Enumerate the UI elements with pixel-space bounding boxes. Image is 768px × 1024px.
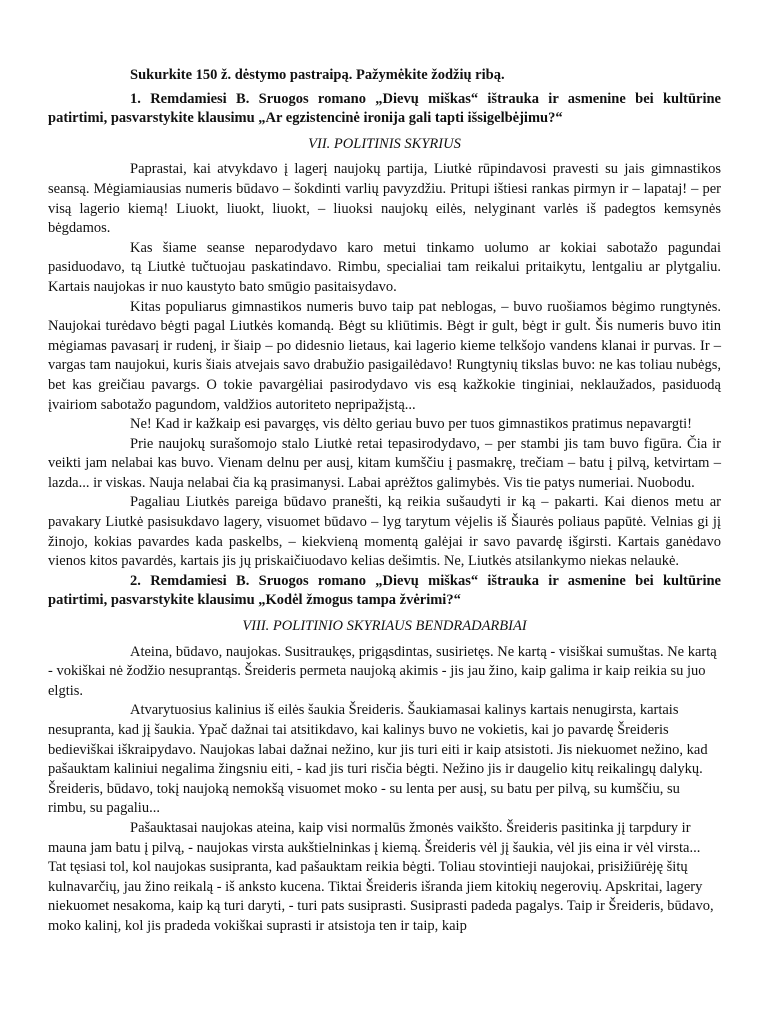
section-1-paragraph: Kitas populiarus gimnastikos numeris buvo taip pat neblogas, – buvo ruošiamos bėgimo rungtynės. Naujokai turėdavo bėgti pagal Liutkės komandą. Bėgt su kliūtimis. Bėgt ir gult, bėgt ir gult. Šis numeris buvo itin mėgiamas pavasarį ir rudenį, ir šiaip – po didesnio lietaus, kai lagerio kieme telkšojo vandens klanai ir purvas. Ir – vargas tam naujokui, kuris šiais atvejais savo drabužio pasigailėdavo! Rungtynių tikslas buvo: ne kas toliau nubėgs, bet kas greičiau pavargs. O tokie pavargėliai pasirodydavo vis esą kažkokie tinginiai, neklaužados, pasiduodą įvairiom sabotažo pagundom, valdžios autoriteto nepripažįstą... xyxy=(48,298,721,413)
section-1-paragraph: Kas šiame seanse neparodydavo karo metui tinkamo uolumo ar kokiai sabotažo pagundai pasiduodavo, tą Liutkė tučtuojau paskatindavo. Rimbu, specialiai tam reikalui pritaikytu, lentgaliu ar plytgaliu. Kartais naujokas ir nuo kaustyto bato smūgio pasitaisydavo. xyxy=(48,239,721,295)
task-1-heading: 1. Remdamiesi B. Sruogos romano „Dievų miškas“ ištrauka ir asmenine bei kultūrine patirtimi, pasvarstykite klausimu „Ar egzistencinė ironija gali tapti išsigelbėjimu?“ xyxy=(48,90,721,127)
section-1-paragraph: Pagaliau Liutkės pareiga būdavo pranešti, ką reikia sušaudyti ir ką – pakarti. Kai dienos metu ar pavakary Liutkė pasisukdavo lagery, visuomet būdavo – lyg tarytum vėjelis iš Šiaurės poliaus papūtė. Velnias gi jį žinojo, kokias pavardes kada paskelbs, – kiekvieną momentą galėjai ir savo pavardę išgirsti. Kartais ganėdavo vienos kitos pavardės, kartais jis jų priskaičiuodavo kelias dešimtis. Ne, Liutkės atsilankymo niekas nelaukė. xyxy=(48,494,721,570)
section-2-paragraph: Ateina, būdavo, naujokas. Susitraukęs, prigąsdintas, susirietęs. Ne kartą - visiškai sumuštas. Ne kartą - vokiškai nė žodžio nesuprantąs. Šreideris permeta naujoką akimis - jis jau žino, kaip galima ir kaip reikia su juo elgtis. xyxy=(48,643,717,699)
section-1-title: VII. POLITINIS SKYRIUS xyxy=(308,135,461,152)
section-2-paragraph: Atvarytuosius kalinius iš eilės šaukia Šreideris. Šaukiamasai kalinys kartais nenugirsta, kartais nesupranta, kad jį šaukia. Ypač dažnai tai atsitikdavo, kai kalinys buvo ne vokietis, kai jo pavardę Šreideris bedieviškai iškraipydavo. Naujokas labai dažnai nežino, kur jis turi eiti ir kaip atsistoti. Jis niekuomet nežino, kad pašauktam kaliniui negalima žingsniu eiti, - kad jis turi risčia bėgti. Nežino jis ir daugelio kitų reikalingų dalykų. Šreideris, būdavo, tokį naujoką nemokšą visuomet moko - su lenta per ausį, su batu per pilvą, su kumščiu, su rimbu, su pagaliu... xyxy=(48,702,708,817)
section-2-title: VIII. POLITINIO SKYRIAUS BENDRADARBIAI xyxy=(242,618,527,635)
document-page xyxy=(48,66,721,937)
section-2-paragraph: Pašauktasai naujokas ateina, kaip visi normalūs žmonės vaikšto. Šreideris pasitinka jį tarpdury ir mauna jam batu į pilvą, - naujokas virsta aukštielninkas į kiemą. Šreideris vėl jį šaukia, vėl jis eina ir vėl virsta... Tat tęsiasi tol, kol naujokas susipranta, kad pašauktam reikia bėgti. Toliau stovintieji naujokai, prisižiūrėję šitų kulnavarčių, jau žino reikalą - iš anksto kucena. Tiktai Šreideris išranda jiem kitokių negerovių. Apskritai, lagery niekuomet nesakoma, kaip ką turi daryti, - turi pats susiprasti. Susiprasti padeda pagalys. Taip ir Šreideris, būdavo, moko kalinį, kol jis pradeda vokiškai suprasti ir atsistoja ten ir taip, kaip xyxy=(48,819,714,934)
section-1-paragraph: Paprastai, kai atvykdavo į lagerį naujokų partija, Liutkė rūpindavosi pravesti su jais gimnastikos seansą. Mėgiamiausias numeris būdavo – šokdinti varlių pavyzdžiu. Pritupi ištiesi rankas pirmyn ir – lapataj! – per visą lagerio kiemą! Liuokt, liuokt, liuokt, – liuoksi naujokų eilės, nelyginant varlės iš padegtos kemsynės bėgdamos. xyxy=(48,161,721,237)
task-2-heading: 2. Remdamiesi B. Sruogos romano „Dievų miškas“ ištrauka ir asmenine bei kultūrine patirtimi, pasvarstykite klausimu „Kodėl žmogus tampa žvėrimi?“ xyxy=(48,572,721,609)
instruction-text: Sukurkite 150 ž. dėstymo pastraipą. Pažymėkite žodžių ribą. xyxy=(130,67,505,83)
section-1-paragraph: Prie naujokų surašomojo stalo Liutkė retai tepasirodydavo, – per stambi jis tam buvo figūra. Čia ir veikti jam nelabai kas buvo. Vienam delnu per ausį, kitam kumščiu į pasmakrę, trečiam – batu į pilvą, ketvirtam – lazda... ir viskas. Nauja nelabai čia ką prasimanysi. Labai aprėžtos galimybės. Vis tie patys numeriai. Nuobodu. xyxy=(48,435,721,491)
section-1-paragraph: Ne! Kad ir kažkaip esi pavargęs, vis dėlto geriau buvo per tuos gimnastikos pratimus nepavargti! xyxy=(130,416,693,433)
